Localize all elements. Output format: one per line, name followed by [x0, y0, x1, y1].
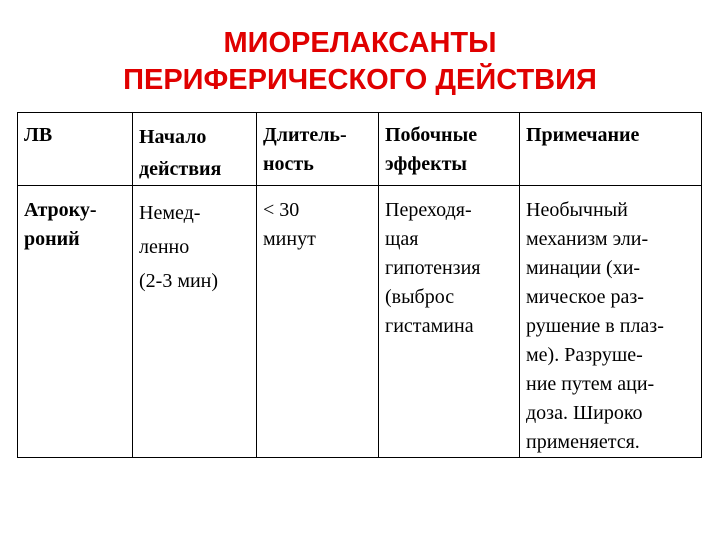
- cell-start: [133, 186, 257, 458]
- cell-start-line-1: Немед-: [139, 202, 201, 224]
- header-side-effects-line-2: эффекты: [385, 153, 468, 175]
- drug-table: [17, 112, 702, 458]
- cell-drug-line-2: роний: [24, 228, 80, 250]
- cell-notes-line-3: минации (хи-: [526, 257, 641, 279]
- header-notes-label: Примечание: [526, 124, 640, 146]
- cell-drug: [18, 186, 133, 458]
- cell-duration: [257, 186, 379, 458]
- cell-side-effects-line-5: гистамина: [385, 315, 474, 337]
- cell-side-effects-line-3: гипотензия: [385, 257, 481, 279]
- header-drug-label: ЛВ: [24, 124, 53, 146]
- cell-side-effects-line-4: (выброс: [385, 286, 455, 308]
- table-header-row: [18, 113, 702, 186]
- page-title-line-2: ПЕРИФЕРИЧЕСКОГО ДЕЙСТВИЯ: [123, 64, 597, 96]
- page-title: [0, 25, 720, 99]
- page-title-line-1: МИОРЕЛАКСАНТЫ: [223, 27, 497, 59]
- table-row: [18, 186, 702, 458]
- header-side-effects-line-1: Побочные: [385, 124, 478, 146]
- cell-duration-line-2: минут: [263, 228, 316, 250]
- header-drug: [18, 113, 133, 186]
- header-side-effects: [379, 113, 520, 186]
- cell-notes: [520, 186, 702, 458]
- header-duration-line-2: ность: [263, 153, 314, 175]
- cell-notes-line-8: доза. Широко: [526, 402, 643, 424]
- cell-start-line-2: ленно: [139, 236, 190, 258]
- header-start-line-1: Начало: [139, 126, 207, 148]
- cell-side-effects-line-2: щая: [385, 228, 419, 250]
- cell-notes-line-5: рушение в плаз-: [526, 315, 664, 337]
- header-duration-line-1: Длитель-: [263, 124, 347, 146]
- cell-notes-line-2: механизм эли-: [526, 228, 649, 250]
- cell-start-line-3: (2-3 мин): [139, 270, 219, 292]
- cell-notes-line-7: ние путем аци-: [526, 373, 655, 395]
- cell-notes-line-6: ме). Разруше-: [526, 344, 643, 366]
- cell-side-effects: [379, 186, 520, 458]
- cell-notes-line-1: Необычный: [526, 199, 628, 221]
- header-duration: [257, 113, 379, 186]
- cell-duration-line-1: < 30: [263, 199, 300, 221]
- cell-notes-line-9: применяется.: [526, 431, 640, 453]
- cell-notes-line-4: мическое раз-: [526, 286, 644, 308]
- cell-side-effects-line-1: Переходя-: [385, 199, 472, 221]
- header-start-line-2: действия: [139, 158, 222, 180]
- header-start: [133, 113, 257, 186]
- cell-drug-line-1: Атроку-: [24, 199, 97, 221]
- header-notes: [520, 113, 702, 186]
